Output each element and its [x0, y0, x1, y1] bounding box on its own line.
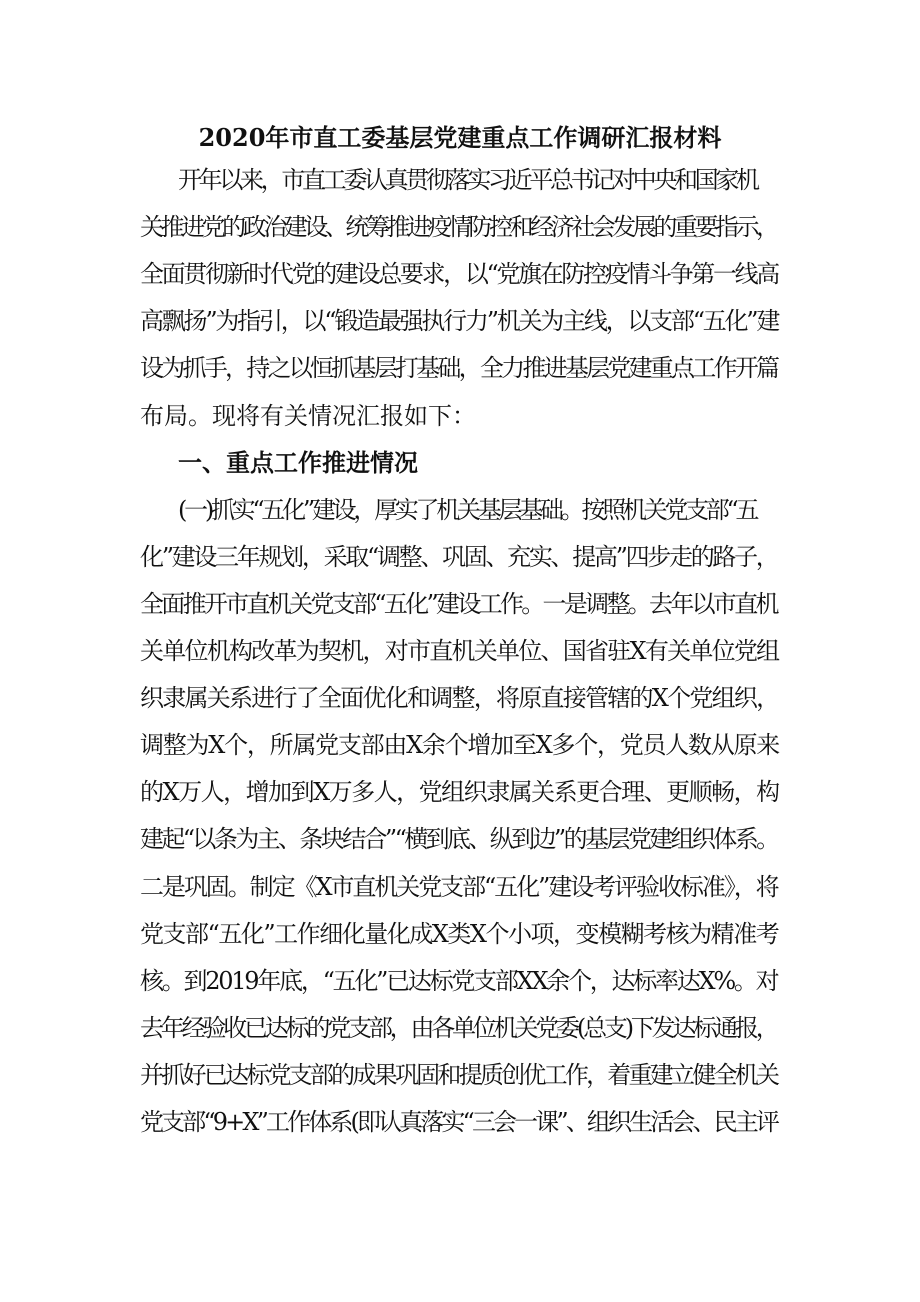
body-text-line: 关推进党的政治建设、统筹推进疫情防控和经济社会发展的重要指示，	[140, 213, 777, 242]
body-text-line: 调整为X个，所属党支部由X余个增加至X多个，党员人数从原来	[140, 731, 780, 760]
body-text-line: 二是巩固。制定《X市直机关党支部“五化”建设考评验收标准》，将	[140, 872, 778, 901]
body-text-line: 党支部“9+X”工作体系(即认真落实“三会一课”、组织生活会、民主评	[140, 1108, 778, 1136]
body-text-line: 并抓好已达标党支部的成果巩固和提质创优工作，着重建立健全机关	[140, 1060, 778, 1089]
body-text-line: 全面贯彻新时代党的建设总要求，以“党旗在防控疫情斗争第一线高	[140, 260, 778, 289]
document-title: 2020年市直工委基层党建重点工作调研汇报材料	[198, 123, 722, 152]
body-text-line: 核。到2019年底，“五化”已达标党支部XX余个，达标率达X%。对	[140, 966, 778, 995]
body-text-line: 去年经验收已达标的党支部，由各单位机关党委(总支)下发达标通报，	[140, 1013, 777, 1042]
section-heading: 一、重点工作推进情况	[178, 447, 418, 477]
body-text-line: 关单位机构改革为契机，对市直机关单位、国省驻X有关单位党组	[140, 637, 779, 665]
body-text-line: 布局。现将有关情况汇报如下：	[140, 401, 476, 430]
body-text-line: (一)抓实“五化”建设，厚实了机关基层基础。按照机关党支部“五	[178, 495, 757, 524]
body-text-line: 建起“以条为主、条块结合”“横到底、纵到边”的基层党建组织体系。	[140, 825, 778, 854]
body-text-line: 的X万人，增加到X万多人，党组织隶属关系更合理、更顺畅，构	[140, 778, 779, 807]
body-text-line: 开年以来，市直工委认真贯彻落实习近平总书记对中央和国家机	[178, 166, 757, 194]
body-text-line: 织隶属关系进行了全面优化和调整，将原直接管辖的X个党组织，	[140, 684, 779, 713]
body-text-line: 全面推开市直机关党支部“五化”建设工作。一是调整。去年以市直机	[140, 589, 777, 618]
body-text-line: 高飘扬”为指引，以“锻造最强执行力”机关为主线，以支部“五化”建	[140, 307, 779, 336]
body-text-line: 设为抓手，持之以恒抓基层打基础，全力推进基层党建重点工作开篇	[140, 354, 778, 383]
body-text-line: 党支部“五化”工作细化量化成X类X个小项，变模糊考核为精准考	[140, 919, 779, 948]
body-text-line: 化”建设三年规划，采取“调整、巩固、充实、提高”四步走的路子，	[140, 542, 778, 571]
